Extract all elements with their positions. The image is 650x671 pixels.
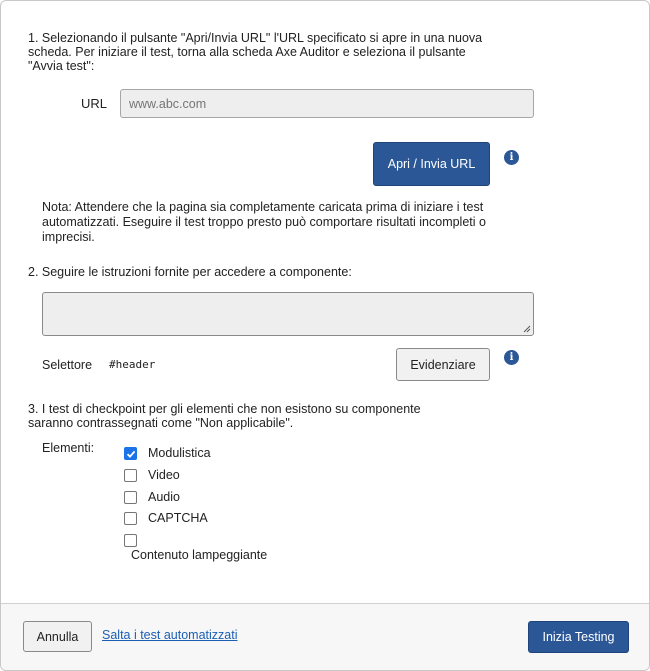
url-input[interactable] (120, 89, 534, 118)
element-label-modulistica: Modulistica (148, 446, 211, 460)
instructions-textarea[interactable] (42, 292, 534, 336)
step2-instructions: 2. Seguire le istruzioni fornite per accedere a componente: (28, 265, 352, 279)
checkbox-modulistica[interactable] (124, 447, 137, 460)
skip-automated-tests-link[interactable]: Salta i test automatizzati (102, 628, 238, 642)
element-label-video: Video (148, 468, 180, 482)
checkbox-contenuto-lampeggiante[interactable] (124, 534, 137, 547)
info-icon[interactable]: i (504, 350, 519, 365)
step3-instructions: 3. I test di checkpoint per gli elementi che non esistono su componente saranno contrassegnati come "Non applicabile". (28, 402, 421, 430)
info-icon[interactable]: i (504, 150, 519, 165)
selector-label: Selettore (42, 358, 93, 372)
open-url-button[interactable]: Apri / Invia URL (373, 142, 490, 186)
selector-value: #header (109, 358, 156, 371)
start-testing-button[interactable]: Inizia Testing (528, 621, 629, 653)
loading-note: Nota: Attendere che la pagina sia completamente caricata prima di iniziare i test automatizzati. Eseguire il test troppo presto può comportare risultati incompleti o imprecisi. (42, 200, 486, 244)
checkbox-video[interactable] (124, 469, 137, 482)
resize-grip-icon[interactable] (523, 325, 531, 333)
element-label-captcha: CAPTCHA (148, 511, 208, 525)
step1-instructions: 1. Selezionando il pulsante "Apri/Invia URL" l'URL specificato si apre in una nuova scheda. Per iniziare il test, torna alla scheda Axe Auditor e seleziona il pulsante "Avvia test": (28, 31, 483, 73)
element-label-contenuto-lampeggiante: Contenuto lampeggiante (131, 548, 268, 562)
cancel-button[interactable]: Annulla (23, 621, 92, 652)
checkbox-captcha[interactable] (124, 512, 137, 525)
element-label-audio: Audio (148, 490, 180, 504)
footer-divider (1, 603, 650, 604)
checkmark-icon (126, 449, 136, 459)
checkbox-audio[interactable] (124, 491, 137, 504)
elements-label: Elementi: (42, 441, 95, 455)
url-label: URL (81, 96, 108, 111)
highlight-button[interactable]: Evidenziare (396, 348, 490, 381)
